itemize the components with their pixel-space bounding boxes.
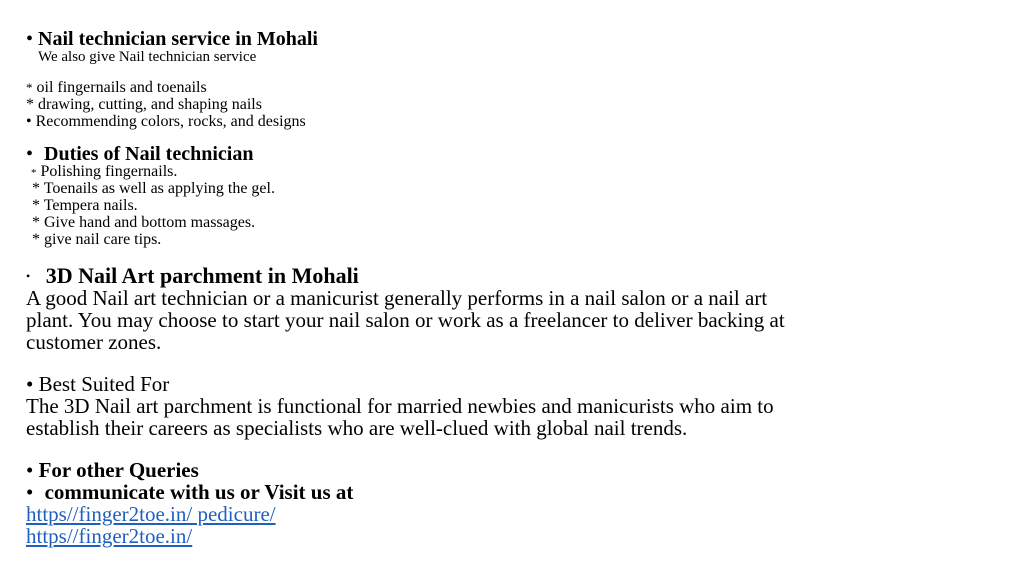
section4-body-line-1: The 3D Nail art parchment is functional for married newbies and manicurists who aim to [26,394,774,418]
section1-item-3 [26,114,306,130]
section3-body-line-3: customer zones. [26,330,162,354]
section3-heading: 3D Nail Art parchment in Mohali [45,263,359,288]
section2-heading: Duties of Nail technician [44,143,254,165]
section3-body-line-1: A good Nail art technician or a manicurist generally performs in a nail salon or a nail art [26,286,768,310]
section3-heading-line [26,265,359,287]
asterisk-marker: * [31,167,37,179]
section2-item-3: * Tempera nails. [32,197,138,214]
section2-heading-line [26,144,253,164]
bullet-icon: • [26,480,34,504]
section3-body-line-2: plant. You may choose to start your nail salon or work as a freelancer to deliver backing at [26,308,785,332]
homepage-link[interactable]: https//finger2toe.in/ [26,524,193,548]
section4-body-line-2: establish their careers as specialists who are well-clued with global nail trends. [26,416,688,440]
asterisk-marker: * [26,80,33,95]
section1-subtitle: We also give Nail technician service [38,49,257,65]
bullet-icon: • [26,458,34,482]
section1-item-1 [26,80,207,96]
section4-heading: Best Suited For [38,372,170,396]
bullet-icon: • [26,269,31,283]
section1-heading: Nail technician service in Mohali [38,28,318,50]
bullet-icon: • [26,28,34,50]
section1-item-2: * drawing, cutting, and shaping nails [26,96,262,113]
section1-heading-line [26,29,318,49]
section2-item-5: * give nail care tips. [32,231,162,248]
section2-item-1 [31,164,177,180]
section5-heading-1: For other Queries [38,458,199,482]
bullet-icon: • [26,372,34,396]
section2-item-4: * Give hand and bottom massages. [32,214,256,231]
section5-heading-2: communicate with us or Visit us at [44,480,354,504]
pedicure-link[interactable]: https//finger2toe.in/ pedicure/ [26,502,276,526]
section4-heading-line [26,374,169,395]
section2-item-1-text: Polishing fingernails. [40,163,178,180]
bullet-icon: • [26,143,34,165]
section5-heading-line-2 [26,482,353,503]
section1-item-1-text: oil fingernails and toenails [36,79,207,96]
section1-item-3-text: Recommending colors, rocks, and designs [35,113,306,130]
bullet-icon: • [26,113,32,130]
section2-item-2: * Toenails as well as applying the gel. [32,180,275,197]
section5-heading-line-1 [26,460,199,481]
